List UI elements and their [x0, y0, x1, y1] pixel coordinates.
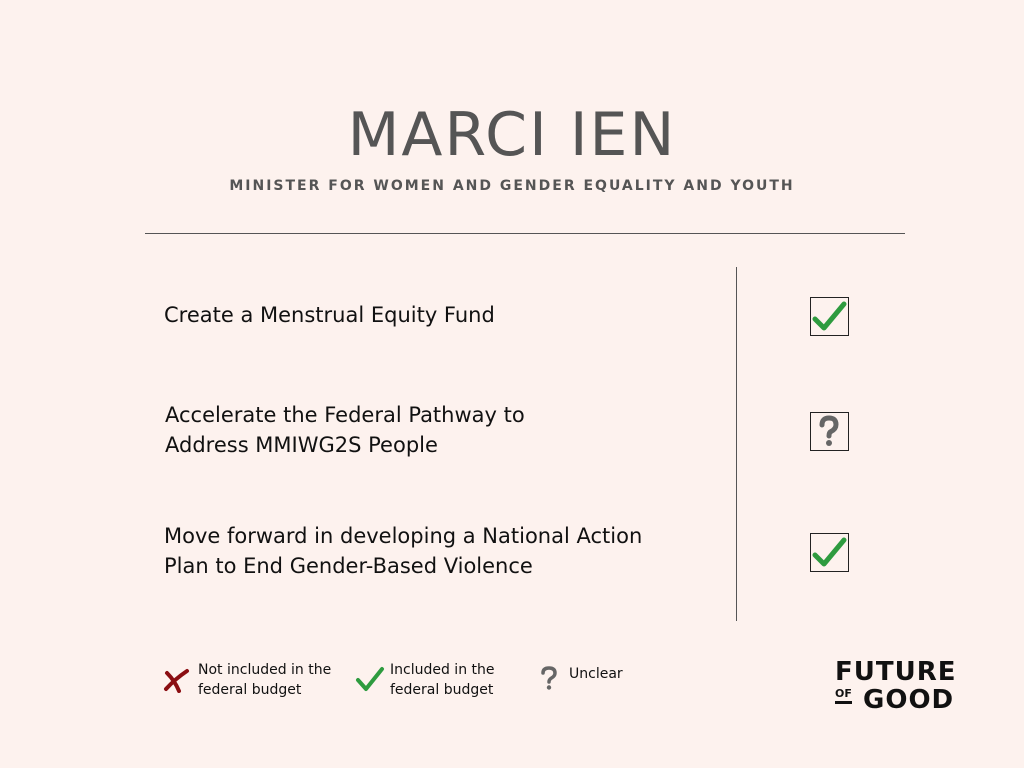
legend-included	[390, 660, 495, 700]
logo-text-of: OF	[835, 688, 852, 704]
checkmark-icon	[355, 665, 385, 693]
legend-label: federal budget	[390, 682, 494, 698]
vertical-divider	[736, 267, 737, 621]
commitment-text-line: Create a Menstrual Equity Fund	[164, 303, 495, 327]
page-title: MARCI IEN	[347, 100, 677, 170]
cross-icon	[163, 667, 191, 693]
question-icon	[539, 665, 559, 691]
commitment-text-line: Move forward in developing a National Action	[164, 524, 643, 548]
legend-label: Not included in the	[198, 662, 332, 678]
commitment-item	[165, 400, 705, 460]
legend-label: Included in the	[390, 662, 495, 678]
legend-unclear	[569, 664, 623, 684]
commitment-text-line: Address MMIWG2S People	[165, 433, 438, 457]
legend-label: federal budget	[198, 682, 302, 698]
commitment-text-line: Accelerate the Federal Pathway to	[165, 403, 525, 427]
commitment-item	[164, 300, 704, 330]
legend-not-included	[198, 660, 331, 700]
future-of-good-logo	[835, 658, 965, 714]
logo-text-top: FUTURE	[835, 657, 957, 687]
commitment-item	[164, 521, 704, 581]
question-icon	[811, 413, 847, 449]
legend-label: Unclear	[569, 666, 623, 682]
horizontal-divider	[145, 233, 905, 234]
commitment-text-line: Plan to End Gender-Based Violence	[164, 554, 533, 578]
checkmark-icon	[811, 298, 847, 334]
page-subtitle: MINISTER FOR WOMEN AND GENDER EQUALITY AND YOUTH	[229, 178, 795, 194]
status-box	[810, 533, 849, 572]
logo-text-bottom: GOOD	[863, 685, 955, 715]
status-box	[810, 412, 849, 451]
status-box	[810, 297, 849, 336]
checkmark-icon	[811, 534, 847, 570]
